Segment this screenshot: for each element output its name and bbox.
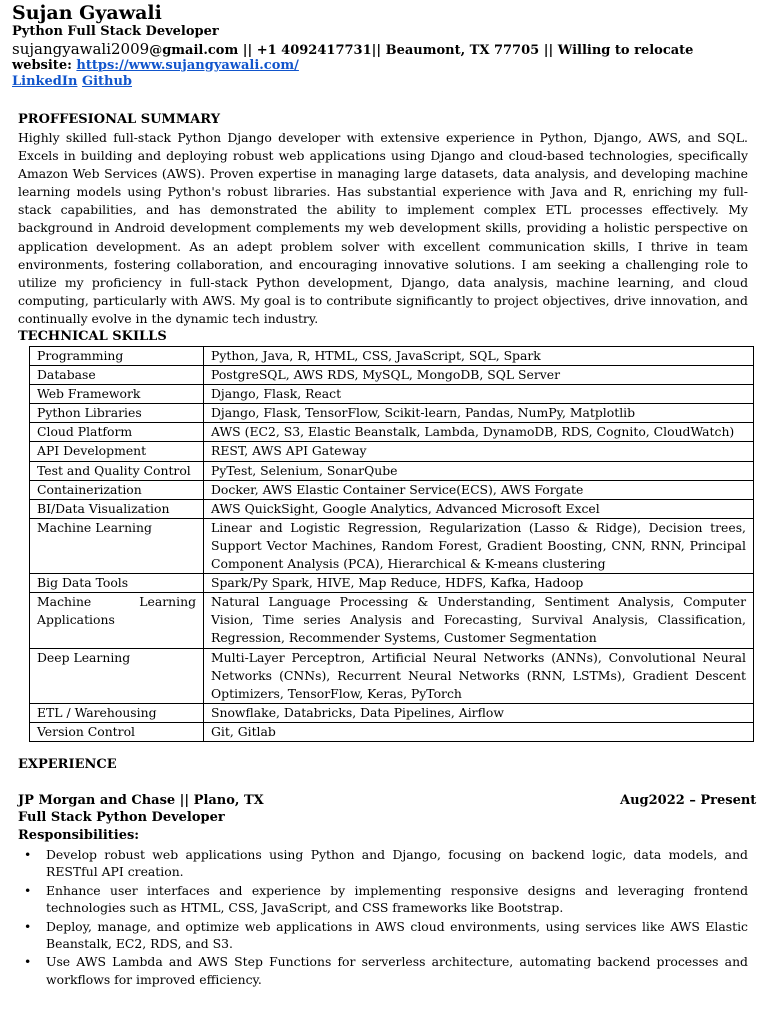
- candidate-title: Python Full Stack Developer: [12, 24, 219, 39]
- bullet-icon: •: [24, 954, 32, 970]
- skill-category: Python Libraries: [30, 404, 204, 423]
- skill-items: Django, Flask, React: [204, 385, 754, 404]
- responsibilities-label: Responsibilities:: [18, 828, 140, 843]
- bullet-text: Develop robust web applications using Python and Django, focusing on backend logic, data models, and RESTful API creation.: [46, 847, 748, 880]
- table-row: [30, 461, 754, 480]
- skill-category: Web Framework: [30, 385, 204, 404]
- skill-items: PyTest, Selenium, SonarQube: [204, 461, 754, 480]
- list-item: [18, 918, 748, 953]
- table-row: [30, 423, 754, 442]
- skill-items: Git, Gitlab: [204, 722, 754, 741]
- table-row: [30, 518, 754, 573]
- skill-items: Spark/Py Spark, HIVE, Map Reduce, HDFS, Kafka, Hadoop: [204, 574, 754, 593]
- skill-category: ETL / Warehousing: [30, 703, 204, 722]
- skill-items: Python, Java, R, HTML, CSS, JavaScript, SQL, Spark: [204, 347, 754, 366]
- bullet-text: Deploy, manage, and optimize web applications in AWS cloud environments, using services like AWS Elastic Beanstalk, EC2, RDS, and S3.: [46, 918, 748, 952]
- table-row: [30, 480, 754, 499]
- summary-text: Highly skilled full-stack Python Django developer with extensive experience in Python, Django, AWS, and SQL. Excels in building and deploying robust web applications using Django and cloud-based technologies, specifically Amazon Web Services (AWS). Proven expertise in managing large datasets, data analysis, and developing machine learning models using Python's robust libraries. Has substantial experience with Java and R, enriching my full-stack capabilities, and has demonstrated the ability to implement complex ETL processes effectively. My background in Android development complements my web development skills, providing a holistic perspective on application development. As an adept problem solver with excellent communication skills, I thrive in team environments, fostering collaboration, and encouraging innovative solutions. I am seeking a challenging role to utilize my proficiency in full-stack Python development, Django, data analysis, machine learning, and cloud computing, particularly with AWS. My goal is to contribute significantly to project objectives, drive innovation, and continually evolve in the dynamic tech industry.: [18, 130, 748, 326]
- skill-category: Version Control: [30, 722, 204, 741]
- skill-category: Test and Quality Control: [30, 461, 204, 480]
- bullet-text: Use AWS Lambda and AWS Step Functions for serverless architecture, automating backend processes and workflows for improved efficiency.: [46, 954, 748, 987]
- table-row: [30, 442, 754, 461]
- skill-category: BI/Data Visualization: [30, 499, 204, 518]
- list-item: [18, 882, 748, 917]
- table-row: [30, 347, 754, 366]
- summary-heading: PROFFESIONAL SUMMARY: [18, 112, 220, 127]
- skill-items: REST, AWS API Gateway: [204, 442, 754, 461]
- skill-items: Docker, AWS Elastic Container Service(ECS), AWS Forgate: [204, 480, 754, 499]
- skill-items: Multi-Layer Perceptron, Artificial Neural Networks (ANNs), Convolutional Neural Networks (CNNs), Recurrent Neural Networks (RNN, LSTMs), Gradient Descent Optimizers, TensorFlow, Keras, PyTorch: [204, 648, 754, 703]
- table-row: [30, 593, 754, 648]
- skill-category: Big Data Tools: [30, 574, 204, 593]
- candidate-name: Sujan Gyawali: [12, 2, 162, 24]
- skill-items: AWS (EC2, S3, Elastic Beanstalk, Lambda, DynamoDB, RDS, Cognito, CloudWatch): [204, 423, 754, 442]
- table-row: [30, 703, 754, 722]
- table-row: [30, 366, 754, 385]
- bullet-icon: •: [24, 918, 32, 934]
- email-user: sujangyawali2009: [12, 40, 150, 58]
- skill-items: Natural Language Processing & Understanding, Sentiment Analysis, Computer Vision, Time series Analysis and Forecasting, Survival Analysis, Classification, Regression, Recommender Systems, Customer Segmentation: [204, 593, 754, 648]
- contact-details: @gmail.com || +1 4092417731|| Beaumont, TX 77705 || Willing to relocate: [149, 43, 694, 58]
- skill-category: Machine Learning Applications: [30, 593, 204, 648]
- skill-category: Deep Learning: [30, 648, 204, 703]
- bullet-icon: •: [24, 882, 32, 898]
- skill-category: Cloud Platform: [30, 423, 204, 442]
- skill-category: API Development: [30, 442, 204, 461]
- skill-items: Snowflake, Databricks, Data Pipelines, Airflow: [204, 703, 754, 722]
- linkedin-link[interactable]: LinkedIn: [12, 74, 78, 89]
- github-link[interactable]: Github: [81, 74, 133, 89]
- list-item: [18, 953, 748, 988]
- skill-category: Containerization: [30, 480, 204, 499]
- skills-table: [29, 346, 754, 742]
- job-company: JP Morgan and Chase || Plano, TX: [18, 793, 264, 808]
- skill-items: PostgreSQL, AWS RDS, MySQL, MongoDB, SQL Server: [204, 366, 754, 385]
- skill-items: AWS QuickSight, Google Analytics, Advanced Microsoft Excel: [204, 499, 754, 518]
- skill-category: Database: [30, 366, 204, 385]
- table-row: [30, 385, 754, 404]
- table-row: [30, 648, 754, 703]
- profile-links: [12, 73, 132, 91]
- responsibilities-list: [18, 846, 748, 989]
- bullet-text: Enhance user interfaces and experience by implementing responsive designs and leveraging frontend technologies such as HTML, CSS, JavaScript, and CSS frameworks like Bootstrap.: [46, 882, 748, 916]
- skills-table-body: [30, 347, 754, 742]
- website-label: website:: [12, 58, 77, 73]
- skill-items: Django, Flask, TensorFlow, Scikit-learn, Pandas, NumPy, Matplotlib: [204, 404, 754, 423]
- skills-heading: TECHNICAL SKILLS: [18, 329, 167, 344]
- job-role: Full Stack Python Developer: [18, 810, 225, 825]
- table-row: [30, 404, 754, 423]
- table-row: [30, 499, 754, 518]
- table-row: [30, 574, 754, 593]
- website-link[interactable]: https://www.sujangyawali.com/: [76, 58, 299, 73]
- experience-heading: EXPERIENCE: [18, 757, 117, 772]
- table-row: [30, 722, 754, 741]
- bullet-icon: •: [24, 847, 32, 862]
- list-item: [18, 846, 748, 881]
- job-dates: Aug2022 – Present: [620, 793, 757, 808]
- skill-category: Machine Learning: [30, 518, 204, 573]
- skill-category: Programming: [30, 347, 204, 366]
- skill-items: Linear and Logistic Regression, Regularization (Lasso & Ridge), Decision trees, Support Vector Machines, Random Forest, Gradient Boosting, CNN, RNN, Principal Component Analysis (PCA), Hierarchical & K-means clustering: [204, 518, 754, 573]
